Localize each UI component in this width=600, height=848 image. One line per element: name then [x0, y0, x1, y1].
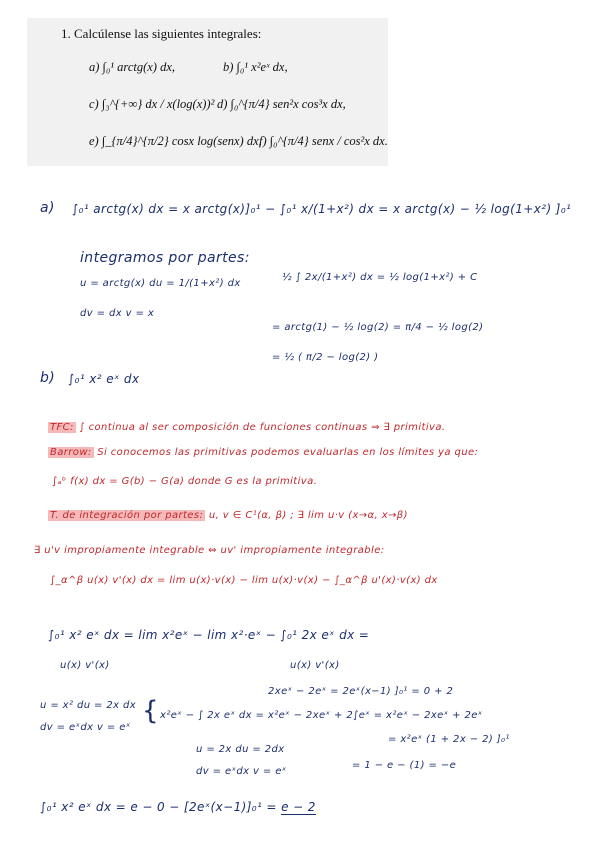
parts-cond: u, v ∈ C¹(α, β) ; ∃ lim u·v (x→α, x→β) — [208, 510, 408, 521]
step-1-note-left: u(x) v'(x) — [60, 660, 110, 671]
step-2c: = 1 − e − (1) = −e — [352, 760, 457, 771]
substitution-dv2: dv = eˣdx v = eˣ — [196, 766, 287, 777]
step-2b: = x²eˣ (1 + 2x − 2) ]₀¹ — [388, 734, 510, 745]
final-line — [40, 800, 316, 814]
tfc-text: ∫ continua al ser composición de funciones continuas ⇒ ∃ primitiva. — [79, 422, 446, 433]
final-value: e − 2 — [281, 800, 316, 814]
step-1-note-right: u(x) v'(x) — [290, 660, 340, 671]
parts-label: T. de integración por partes: — [50, 510, 204, 521]
step-1: ∫₀¹ x² eˣ dx = lim x²eˣ − lim x²·eˣ − ∫₀¹ 2x eˣ dx = — [48, 628, 370, 642]
problem-item-f: f) ∫₀^{π/4} senx / cos²x dx. — [259, 134, 388, 148]
part-a-label: a) — [40, 200, 55, 216]
problem-item-a: a) ∫₀¹ arctg(x) dx, — [89, 60, 176, 74]
brace: { — [142, 696, 159, 726]
part-a-dv-line: dv = dx v = x — [80, 308, 155, 319]
problem-item-d: d) ∫₀^{π/4} sen²x cos³x dx, — [217, 97, 346, 111]
part-b-label: b) — [40, 370, 56, 386]
part-a-aux-integral: ½ ∫ 2x/(1+x²) dx = ½ log(1+x²) + C — [282, 272, 478, 283]
barrow-note — [48, 447, 478, 458]
tfc-label: TFC: — [50, 422, 74, 433]
part-b-integral: ∫₀¹ x² eˣ dx — [68, 372, 140, 386]
step-2: x²eˣ − ∫ 2x eˣ dx = x²eˣ − 2xeˣ + 2∫eˣ = x²eˣ − 2xeˣ + 2eˣ — [160, 710, 483, 721]
part-a-eval-1: = arctg(1) − ½ log(2) = π/4 − ½ log(2) — [272, 322, 484, 333]
step-1-result: 2xeˣ − 2eˣ = 2eˣ(x−1) ]₀¹ = 0 + 2 — [268, 686, 454, 697]
substitution-u: u = x² du = 2x dx — [40, 700, 137, 711]
part-a-eval-2: = ½ ( π/2 − log(2) ) — [272, 352, 379, 363]
barrow-formula: ∫ₐᵇ f(x) dx = G(b) − G(a) donde G es la primitiva. — [52, 476, 318, 487]
problem-item-c: c) ∫₃^{+∞} dx / x(log(x))² — [89, 97, 215, 111]
problem-item-b: b) ∫₀¹ x²eˣ dx, — [223, 60, 288, 74]
parts-formula: ∫_α^β u(x) v'(x) dx = lim u(x)·v(x) − lim u(x)·v(x) − ∫_α^β u'(x)·v(x) dx — [50, 575, 438, 586]
part-a-main-line: ∫₀¹ arctg(x) dx = x arctg(x)]₀¹ − ∫₀¹ x/(1+x²) dx = x arctg(x) − ½ log(1+x²) ]₀¹ — [72, 202, 572, 216]
tfc-note — [48, 422, 445, 433]
barrow-text: Si conocemos las primitivas podemos evaluarlas en los límites ya que: — [97, 447, 479, 458]
part-a-method: integramos por partes: — [80, 250, 250, 266]
substitution-dv: dv = eˣdx v = eˣ — [40, 722, 131, 733]
problem-heading: 1. Calcúlense las siguientes integrales: — [61, 26, 262, 41]
part-a-u-line: u = arctg(x) du = 1/(1+x²) dx — [80, 278, 241, 289]
problem-statement — [27, 18, 388, 166]
problem-item-e: e) ∫_{π/4}^{π/2} cosx log(senx) dx, — [89, 134, 262, 148]
parts-note: ∃ u'v impropiamente integrable ⇔ uv' impropiamente integrable: — [34, 545, 385, 556]
final-expression: ∫₀¹ x² eˣ dx = e − 0 − [2eˣ(x−1)]₀¹ = — [40, 800, 277, 814]
parts-theorem — [48, 510, 408, 521]
barrow-label: Barrow: — [50, 447, 92, 458]
substitution-u2: u = 2x du = 2dx — [196, 744, 285, 755]
